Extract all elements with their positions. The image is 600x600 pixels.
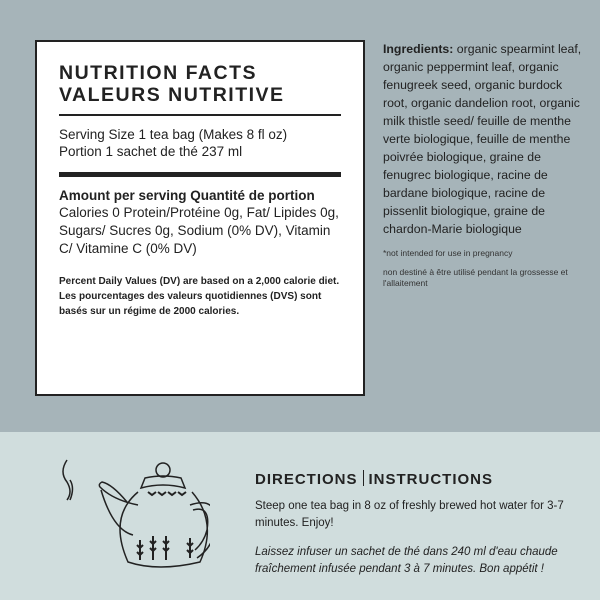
divider (59, 114, 341, 116)
dv-note-en: Percent Daily Values (DV) are based on a 2,000 calorie diet. (59, 276, 340, 287)
amount-heading: Amount per serving Quantité de portion (59, 188, 315, 203)
directions-title-fr: INSTRUCTIONS (368, 471, 494, 488)
ingredients (383, 40, 583, 289)
ingredients-text: organic spearmint leaf, organic peppermint leaf, organic fenugreek seed, organic burdock root, organic dandelion root, organic milk thistle seed/ feuille de menthe verte biologique, feuille de menthe poivrée biologique, graine de fenugrec biologique, racine de bardane biologique, racine de pissenlit biologique, graine de chardon-Marie biologique (383, 42, 582, 236)
teapot-icon (50, 450, 210, 580)
directions-title (255, 470, 575, 489)
dv-notes (59, 274, 341, 319)
directions-text-en: Steep one tea bag in 8 oz of freshly brewed hot water for 3-7 minutes. Enjoy! (255, 500, 564, 529)
dv-note-fr: Les pourcentages des valeurs quotidiennes (DVS) sont basés sur un régime de 2000 calories. (59, 291, 322, 317)
directions-title-en: DIRECTIONS (255, 471, 358, 488)
title-separator (363, 470, 364, 486)
directions (255, 470, 575, 578)
ingredients-label: Ingredients: (383, 42, 454, 56)
nutrient-list: Calories 0 Protein/Protéine 0g, Fat/ Lipides 0g, Sugars/ Sucres 0g, Sodium (0% DV), Vitamin C/ Vitamine C (0% DV) (59, 205, 339, 256)
nutrition-title-fr: VALEURS NUTRITIVE (59, 84, 285, 106)
serving-size-en: Serving Size 1 tea bag (Makes 8 fl oz) (59, 127, 288, 142)
warning-fr: non destiné à être utilisé pendant la grossesse et l'allaitement (383, 267, 568, 288)
directions-text-fr: Laissez infuser un sachet de thé dans 240 ml d'eau chaude fraîchement infusée pendant 3 à 7 minutes. Bon appétit ! (255, 546, 558, 575)
warning-en: *not intended for use in pregnancy (383, 248, 513, 258)
nutrition-title-en: NUTRITION FACTS (59, 62, 257, 84)
nutrition-facts-box (35, 40, 365, 396)
thick-divider (59, 172, 341, 177)
serving-size-fr: Portion 1 sachet de thé 237 ml (59, 144, 243, 159)
